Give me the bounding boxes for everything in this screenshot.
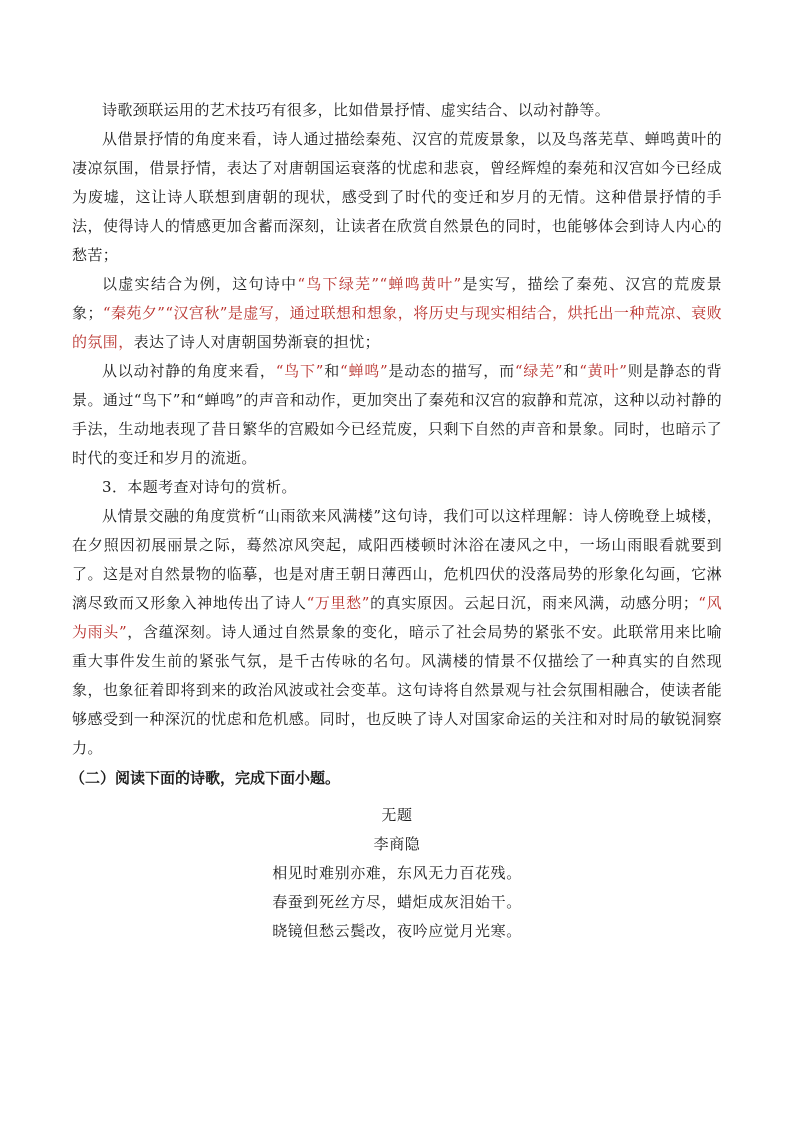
text-segment: 则是静态的背景。通过“鸟下”和“蝉鸣”的声音和动作，更加突出了秦苑和汉宫的寂静和荒凉，这种以动衬静的手法，生动地表现了昔日繁华的宫殿如今已经荒废，只剩下自然的声音和景象。同时，也暗示了时代的变迁和岁月的流逝。 [72, 362, 723, 467]
poem-title: 无题 [381, 806, 413, 824]
answer-document [72, 96, 722, 946]
text-segment: 和 [563, 362, 580, 380]
highlight-quote: “绿芜” [514, 362, 563, 380]
paragraph-scene-emotion [72, 125, 722, 270]
text-segment: 和 [323, 362, 341, 380]
paragraph-motion-stillness [72, 357, 722, 473]
paragraph-text: 从借景抒情的角度来看，诗人通过描绘秦苑、汉宫的荒废景象，以及鸟落芜草、蝉鸣黄叶的凄凉氛围，借景抒情，表达了对唐朝国运衰落的忧虑和悲哀，曾经辉煌的秦苑和汉宫如今已经成为废墟，这让诗人联想到唐朝的现状，感受到了时代的变迁和岁月的无情。这种借景抒情的手法，使得诗人的情感更加含蓄而深刻，让读者在欣赏自然景色的同时，也能够体会到诗人内心的愁苦； [72, 130, 722, 264]
highlight-quote: “鸟下” [275, 362, 324, 380]
text-segment: 表达了诗人对唐朝国势渐衰的担忧； [133, 333, 381, 351]
text-segment: 是动态的描写，而 [388, 362, 515, 380]
highlight-quote: “黄叶” [579, 362, 628, 380]
text-segment: 以虚实结合为例，这句诗中 [102, 275, 298, 293]
paragraph-techniques-intro [72, 96, 722, 125]
text-segment: 从情景交融的角度赏析“山雨欲来风满楼”这句诗，我们可以这样理解：诗人傍晚登上城楼，在夕照因初展丽景之际，蓦然凉风突起，咸阳西楼顿时沐浴在凄风之中，一场山雨眼看就要到了。这是对自然景物的临摹，也是对唐王朝日薄西山，危机四伏的没落局势的形象化勾画，它淋漓尽致而又形象入神地传出了诗人 [72, 507, 722, 612]
text-segment: ，含蕴深刻。诗人通过自然景象的变化，暗示了社会局势的紧张不安。此联常用来比喻重大事件发生前的紧张气氛，是千古传咏的名句。风满楼的情景不仅描绘了一种真实的自然现象，也象征着即将到来的政治风波或社会变革。这句诗将自然景观与社会氛围相融合，使读者能够感受到一种深沉的忧虑和危机感。同时，也反映了诗人对国家命运的关注和对时局的敏锐洞察力。 [72, 623, 722, 757]
poem-line: 春蚕到死丝方尽，蜡炬成灰泪始干。 [272, 893, 522, 911]
poem-line: 相见时难别亦难，东风无力百花残。 [272, 864, 522, 882]
highlight-quote: “蝉鸣” [340, 362, 389, 380]
highlight-quote: “鸟下绿芜”“蝉鸣黄叶” [297, 275, 462, 293]
poem-author: 李商隐 [373, 835, 421, 853]
paragraph-question-3 [72, 473, 722, 502]
paragraph-text: 3．本题考查对诗句的赏析。 [102, 478, 297, 496]
section-heading: （二）阅读下面的诗歌，完成下面小题。 [70, 769, 341, 787]
text-segment: 从以动衬静的角度来看， [102, 362, 276, 380]
highlight-quote: “风为雨头” [72, 594, 722, 641]
poem-line: 晓镜但愁云鬓改，夜吟应觉月光寒。 [272, 922, 522, 940]
text-segment: 的真实原因。云起日沉，雨来风满，动感分明； [369, 594, 699, 612]
highlight-phrase: “秦苑夕”“汉宫秋”是虚写，通过联想和想象，将历史与现实相结合，烘托出一种荒凉、衰败的氛围， [72, 304, 722, 351]
paragraph-text: 诗歌颈联运用的艺术技巧有很多，比如借景抒情、虚实结合、以动衬静等。 [102, 101, 611, 119]
highlight-quote: “万里愁” [306, 594, 370, 612]
paragraph-real-virtual [72, 270, 722, 357]
text-segment: 是实写，描绘了秦苑、汉宫的荒废景象； [72, 275, 722, 322]
paragraph-wind-rain-analysis [72, 502, 722, 763]
